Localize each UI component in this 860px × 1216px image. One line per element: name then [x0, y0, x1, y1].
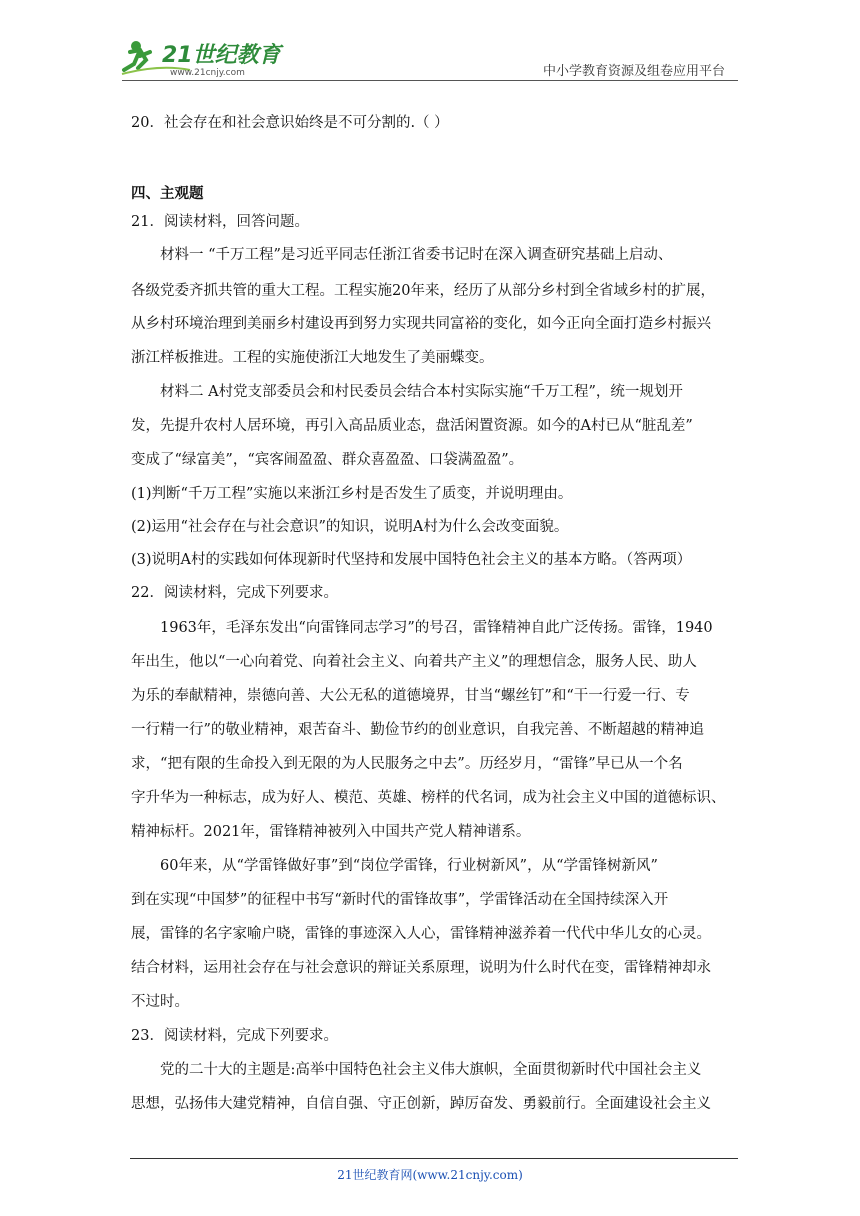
q22-paragraph2-line: 到在实现“中国梦”的征程中书写“新时代的雷锋故事”，学雷锋活动在全国持续深入开 [131, 892, 669, 908]
q22-paragraph1-line: 字升华为一种标志，成为好人、模范、英雄、榜样的代名词，成为社会主义中国的道德标识、 [131, 790, 726, 806]
footer-divider [130, 1158, 738, 1159]
footer-link[interactable]: 21世纪教育网(www.21cnjy.com) [337, 1168, 523, 1182]
q21-material2-line: 变成了“绿富美”，“宾客闹盈盈、群众喜盈盈、口袋满盈盈”。 [131, 452, 524, 468]
q21-material2-line: 发，先提升农村人居环境，再引入高品质业态，盘活闲置资源。如今的A村已从“脏乱差” [131, 418, 693, 434]
q21-material1-line: 从乡村环境治理到美丽乡村建设再到努力实现共同富裕的变化，如今正向全面打造乡村振兴 [131, 316, 711, 332]
q23-paragraph-line: 思想，弘扬伟大建党精神，自信自强、守正创新，踔厉奋发、勇毅前行。全面建设社会主义 [131, 1096, 711, 1112]
q21-sub-question-3: (3)说明A村的实践如何体现新时代坚持和发展中国特色社会主义的基本方略。（答两项） [131, 552, 692, 568]
q22-paragraph1-line: 1963年，毛泽东发出“向雷锋同志学习”的号召，雷锋精神自此广泛传扬。雷锋，1940 [160, 620, 713, 636]
platform-name: 中小学教育资源及组卷应用平台 [542, 64, 725, 79]
q22-paragraph1-line: 为乐的奉献精神，崇德向善、大公无私的道德境界，甘当“螺丝钉”和“干一行爱一行、专 [131, 688, 690, 704]
q22-paragraph1-line: 求，“把有限的生命投入到无限的为人民服务之中去”。历经岁月，“雷锋”早已从一个名 [131, 756, 683, 772]
header-divider [122, 80, 738, 81]
q21-material1-line: 材料一 “千万工程”是习近平同志任浙江省委书记时在深入调查研究基础上启动、 [160, 247, 673, 263]
q22-paragraph2-line: 结合材料，运用社会存在与社会意识的辩证关系原理，说明为什么时代在变，雷锋精神却永 [131, 960, 711, 976]
q22-paragraph1-line: 一行精一行”的敬业精神，艰苦奋斗、勤俭节约的创业意识，自我完善、不断超越的精神追 [131, 722, 704, 738]
q22-paragraph2-line: 60年来，从“学雷锋做好事”到“岗位学雷锋，行业树新风”，从“学雷锋树新风” [160, 858, 658, 874]
question-20: 20．社会存在和社会意识始终是不可分割的.（ ） [131, 115, 449, 131]
section-heading: 四、主观题 [131, 186, 204, 202]
q22-paragraph2-line: 展，雷锋的名字家喻户晓，雷锋的事迹深入人心，雷锋精神滋养着一代代中华儿女的心灵。 [131, 926, 711, 942]
question-22-title: 22．阅读材料，完成下列要求。 [131, 585, 338, 601]
question-23-title: 23．阅读材料，完成下列要求。 [131, 1028, 338, 1044]
q21-material2-line: 材料二 A村党支部委员会和村民委员会结合本村实际实施“千万工程”，统一规划开 [160, 384, 683, 400]
q21-sub-question-1: (1)判断“千万工程”实施以来浙江乡村是否发生了质变，并说明理由。 [131, 486, 573, 502]
q21-material1-line: 浙江样板推进。工程的实施使浙江大地发生了美丽蝶变。 [131, 350, 494, 366]
q23-paragraph-line: 党的二十大的主题是:高举中国特色社会主义伟大旗帜，全面贯彻新时代中国社会主义 [160, 1062, 702, 1078]
logo-text: 21世纪教育 [162, 43, 281, 68]
q21-sub-question-2: (2)运用“社会存在与社会意识”的知识，说明A村为什么会改变面貌。 [131, 519, 569, 535]
site-logo [120, 34, 290, 80]
q22-paragraph2-line: 不过时。 [131, 994, 189, 1010]
logo-url: www.21cnjy.com [170, 68, 245, 78]
question-21-title: 21．阅读材料，回答问题。 [131, 214, 309, 230]
q22-paragraph1-line: 精神标杆。2021年，雷锋精神被列入中国共产党人精神谱系。 [131, 824, 531, 840]
q21-material1-line: 各级党委齐抓共管的重大工程。工程实施20年来，经历了从部分乡村到全省域乡村的扩展， [131, 283, 715, 299]
q22-paragraph1-line: 年出生，他以“一心向着党、向着社会主义、向着共产主义”的理想信念，服务人民、助人 [131, 654, 697, 670]
